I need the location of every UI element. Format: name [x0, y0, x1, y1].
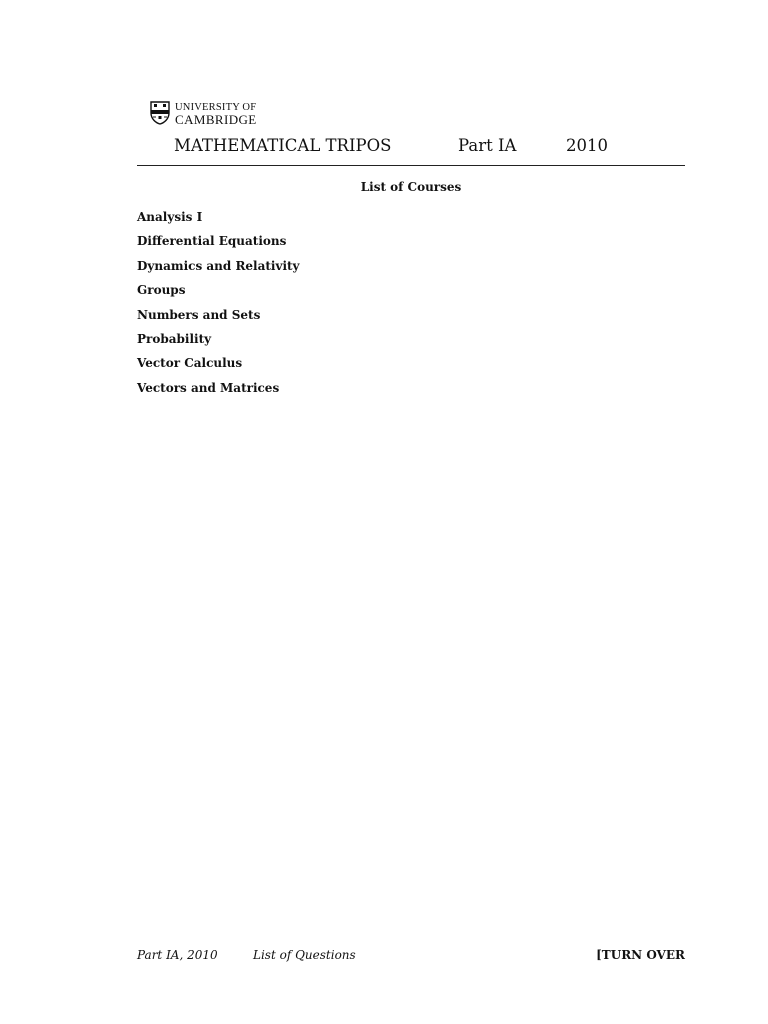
university-logo [150, 100, 257, 126]
university-crest-icon [150, 101, 170, 125]
logo-text [175, 102, 257, 125]
page-footer [0, 948, 768, 964]
course-item: Dynamics and Relativity [137, 258, 300, 273]
footer-turn-over: [TURN OVER [596, 948, 685, 962]
footer-list-label: List of Questions [253, 948, 356, 962]
logo-line-university: UNIVERSITY OF [175, 101, 257, 113]
course-list [137, 210, 300, 405]
course-item: Vectors and Matrices [137, 380, 280, 395]
course-item: Groups [137, 283, 186, 298]
course-item: Probability [137, 331, 212, 346]
exam-year: 2010 [566, 136, 608, 155]
course-item: Numbers and Sets [137, 307, 261, 322]
course-item: Differential Equations [137, 234, 287, 249]
section-heading: List of Courses [360, 180, 462, 194]
exam-part: Part IA [458, 136, 517, 155]
footer-part-year: Part IA, 2010 [137, 948, 218, 962]
exam-title: MATHEMATICAL TRIPOS [174, 136, 392, 155]
logo-line-cambridge: CAMBRIDGE [175, 111, 257, 127]
course-item: Vector Calculus [137, 356, 243, 371]
course-item: Analysis I [137, 210, 203, 224]
header-rule [137, 165, 685, 166]
document-header [0, 136, 768, 158]
